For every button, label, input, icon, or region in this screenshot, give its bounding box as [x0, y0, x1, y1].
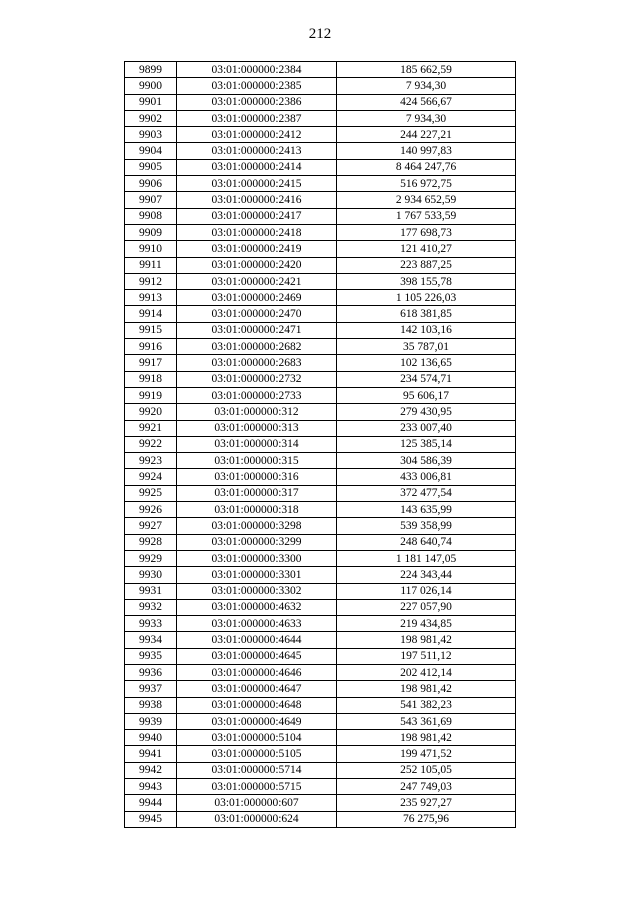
cadastral-value-cell: 117 026,14 [337, 583, 516, 599]
cadastral-number-cell: 03:01:000000:5105 [177, 746, 337, 762]
cadastral-number-cell: 03:01:000000:4648 [177, 697, 337, 713]
row-number-cell: 9940 [125, 730, 177, 746]
table-row [125, 697, 516, 713]
cadastral-value-cell: 35 787,01 [337, 339, 516, 355]
table-row [125, 290, 516, 306]
row-number-cell: 9911 [125, 257, 177, 273]
table-body [125, 62, 516, 828]
row-number-cell: 9917 [125, 355, 177, 371]
cadastral-number-cell: 03:01:000000:3301 [177, 567, 337, 583]
table-row [125, 795, 516, 811]
cadastral-value-cell: 102 136,65 [337, 355, 516, 371]
cadastral-value-cell: 618 381,85 [337, 306, 516, 322]
cadastral-value-cell: 227 057,90 [337, 599, 516, 615]
cadastral-value-cell: 539 358,99 [337, 518, 516, 534]
cadastral-number-cell: 03:01:000000:4646 [177, 664, 337, 680]
row-number-cell: 9912 [125, 273, 177, 289]
table-row [125, 664, 516, 680]
table-row [125, 143, 516, 159]
table-row [125, 713, 516, 729]
row-number-cell: 9933 [125, 616, 177, 632]
row-number-cell: 9920 [125, 404, 177, 420]
table-row [125, 257, 516, 273]
row-number-cell: 9916 [125, 339, 177, 355]
table-row [125, 469, 516, 485]
table-row [125, 322, 516, 338]
cadastral-number-cell: 03:01:000000:3300 [177, 550, 337, 566]
row-number-cell: 9923 [125, 453, 177, 469]
table-row [125, 730, 516, 746]
table-row [125, 681, 516, 697]
cadastral-value-cell: 140 997,83 [337, 143, 516, 159]
cadastral-value-cell: 8 464 247,76 [337, 159, 516, 175]
cadastral-value-cell: 247 749,03 [337, 779, 516, 795]
cadastral-number-cell: 03:01:000000:2386 [177, 94, 337, 110]
table-row [125, 485, 516, 501]
table-row [125, 387, 516, 403]
cadastral-number-cell: 03:01:000000:4649 [177, 713, 337, 729]
table-row [125, 502, 516, 518]
row-number-cell: 9941 [125, 746, 177, 762]
row-number-cell: 9918 [125, 371, 177, 387]
table-row [125, 110, 516, 126]
cadastral-number-cell: 03:01:000000:2415 [177, 176, 337, 192]
table-row [125, 762, 516, 778]
cadastral-number-cell: 03:01:000000:2420 [177, 257, 337, 273]
row-number-cell: 9922 [125, 436, 177, 452]
cadastral-number-cell: 03:01:000000:2683 [177, 355, 337, 371]
table-row [125, 583, 516, 599]
cadastral-value-cell: 202 412,14 [337, 664, 516, 680]
cadastral-value-cell: 197 511,12 [337, 648, 516, 664]
cadastral-value-cell: 279 430,95 [337, 404, 516, 420]
cadastral-value-cell: 76 275,96 [337, 811, 516, 827]
cadastral-value-cell: 198 981,42 [337, 681, 516, 697]
cadastral-value-cell: 1 105 226,03 [337, 290, 516, 306]
cadastral-number-cell: 03:01:000000:4647 [177, 681, 337, 697]
cadastral-value-table [124, 61, 516, 828]
cadastral-value-cell: 95 606,17 [337, 387, 516, 403]
row-number-cell: 9927 [125, 518, 177, 534]
cadastral-value-cell: 304 586,39 [337, 453, 516, 469]
table-row [125, 306, 516, 322]
table-row [125, 371, 516, 387]
row-number-cell: 9910 [125, 241, 177, 257]
row-number-cell: 9900 [125, 78, 177, 94]
table-row [125, 616, 516, 632]
cadastral-value-cell: 121 410,27 [337, 241, 516, 257]
cadastral-value-cell: 7 934,30 [337, 78, 516, 94]
table-row [125, 224, 516, 240]
cadastral-number-cell: 03:01:000000:313 [177, 420, 337, 436]
table-row [125, 176, 516, 192]
cadastral-value-cell: 185 662,59 [337, 62, 516, 78]
cadastral-value-cell: 177 698,73 [337, 224, 516, 240]
row-number-cell: 9913 [125, 290, 177, 306]
row-number-cell: 9935 [125, 648, 177, 664]
row-number-cell: 9905 [125, 159, 177, 175]
cadastral-number-cell: 03:01:000000:5104 [177, 730, 337, 746]
row-number-cell: 9936 [125, 664, 177, 680]
row-number-cell: 9919 [125, 387, 177, 403]
cadastral-number-cell: 03:01:000000:4645 [177, 648, 337, 664]
cadastral-value-cell: 2 934 652,59 [337, 192, 516, 208]
table-row [125, 94, 516, 110]
table-row [125, 746, 516, 762]
row-number-cell: 9924 [125, 469, 177, 485]
row-number-cell: 9907 [125, 192, 177, 208]
table-row [125, 632, 516, 648]
table-row [125, 550, 516, 566]
row-number-cell: 9930 [125, 567, 177, 583]
cadastral-number-cell: 03:01:000000:2387 [177, 110, 337, 126]
cadastral-value-cell: 372 477,54 [337, 485, 516, 501]
row-number-cell: 9943 [125, 779, 177, 795]
cadastral-value-cell: 224 343,44 [337, 567, 516, 583]
cadastral-value-cell: 143 635,99 [337, 502, 516, 518]
cadastral-value-cell: 398 155,78 [337, 273, 516, 289]
cadastral-number-cell: 03:01:000000:3298 [177, 518, 337, 534]
cadastral-number-cell: 03:01:000000:317 [177, 485, 337, 501]
cadastral-value-cell: 541 382,23 [337, 697, 516, 713]
row-number-cell: 9942 [125, 762, 177, 778]
row-number-cell: 9929 [125, 550, 177, 566]
cadastral-number-cell: 03:01:000000:4633 [177, 616, 337, 632]
cadastral-number-cell: 03:01:000000:2682 [177, 339, 337, 355]
row-number-cell: 9901 [125, 94, 177, 110]
table-row [125, 339, 516, 355]
cadastral-number-cell: 03:01:000000:2384 [177, 62, 337, 78]
cadastral-number-cell: 03:01:000000:2470 [177, 306, 337, 322]
cadastral-value-cell: 516 972,75 [337, 176, 516, 192]
cadastral-value-cell: 543 361,69 [337, 713, 516, 729]
cadastral-value-cell: 424 566,67 [337, 94, 516, 110]
table-row [125, 127, 516, 143]
row-number-cell: 9931 [125, 583, 177, 599]
cadastral-value-cell: 198 981,42 [337, 730, 516, 746]
cadastral-number-cell: 03:01:000000:315 [177, 453, 337, 469]
cadastral-number-cell: 03:01:000000:2733 [177, 387, 337, 403]
row-number-cell: 9925 [125, 485, 177, 501]
cadastral-value-cell: 125 385,14 [337, 436, 516, 452]
table-row [125, 567, 516, 583]
table-row [125, 534, 516, 550]
page-number: 212 [308, 26, 332, 42]
cadastral-value-cell: 248 640,74 [337, 534, 516, 550]
cadastral-number-cell: 03:01:000000:318 [177, 502, 337, 518]
row-number-cell: 9945 [125, 811, 177, 827]
cadastral-number-cell: 03:01:000000:3299 [177, 534, 337, 550]
cadastral-value-cell: 7 934,30 [337, 110, 516, 126]
table-row [125, 62, 516, 78]
cadastral-number-cell: 03:01:000000:2421 [177, 273, 337, 289]
cadastral-number-cell: 03:01:000000:5715 [177, 779, 337, 795]
cadastral-number-cell: 03:01:000000:2732 [177, 371, 337, 387]
row-number-cell: 9914 [125, 306, 177, 322]
row-number-cell: 9909 [125, 224, 177, 240]
row-number-cell: 9937 [125, 681, 177, 697]
cadastral-number-cell: 03:01:000000:2418 [177, 224, 337, 240]
table-row [125, 648, 516, 664]
row-number-cell: 9938 [125, 697, 177, 713]
row-number-cell: 9932 [125, 599, 177, 615]
table-row [125, 420, 516, 436]
cadastral-number-cell: 03:01:000000:2417 [177, 208, 337, 224]
cadastral-number-cell: 03:01:000000:2416 [177, 192, 337, 208]
cadastral-number-cell: 03:01:000000:2414 [177, 159, 337, 175]
cadastral-value-cell: 233 007,40 [337, 420, 516, 436]
row-number-cell: 9939 [125, 713, 177, 729]
cadastral-value-cell: 223 887,25 [337, 257, 516, 273]
cadastral-value-cell: 1 767 533,59 [337, 208, 516, 224]
table-row [125, 453, 516, 469]
table-row [125, 599, 516, 615]
cadastral-value-cell: 1 181 147,05 [337, 550, 516, 566]
cadastral-number-cell: 03:01:000000:2412 [177, 127, 337, 143]
cadastral-number-cell: 03:01:000000:2385 [177, 78, 337, 94]
row-number-cell: 9899 [125, 62, 177, 78]
table-row [125, 811, 516, 827]
cadastral-number-cell: 03:01:000000:3302 [177, 583, 337, 599]
cadastral-value-cell: 252 105,05 [337, 762, 516, 778]
row-number-cell: 9921 [125, 420, 177, 436]
row-number-cell: 9904 [125, 143, 177, 159]
cadastral-number-cell: 03:01:000000:2419 [177, 241, 337, 257]
table-row [125, 208, 516, 224]
cadastral-value-cell: 235 927,27 [337, 795, 516, 811]
row-number-cell: 9928 [125, 534, 177, 550]
cadastral-number-cell: 03:01:000000:312 [177, 404, 337, 420]
row-number-cell: 9906 [125, 176, 177, 192]
cadastral-number-cell: 03:01:000000:5714 [177, 762, 337, 778]
cadastral-value-cell: 142 103,16 [337, 322, 516, 338]
table-row [125, 404, 516, 420]
row-number-cell: 9908 [125, 208, 177, 224]
row-number-cell: 9915 [125, 322, 177, 338]
row-number-cell: 9926 [125, 502, 177, 518]
cadastral-value-cell: 198 981,42 [337, 632, 516, 648]
table-row [125, 518, 516, 534]
cadastral-value-cell: 244 227,21 [337, 127, 516, 143]
cadastral-number-cell: 03:01:000000:607 [177, 795, 337, 811]
table-row [125, 159, 516, 175]
cadastral-number-cell: 03:01:000000:4632 [177, 599, 337, 615]
cadastral-number-cell: 03:01:000000:4644 [177, 632, 337, 648]
table-row [125, 192, 516, 208]
row-number-cell: 9903 [125, 127, 177, 143]
row-number-cell: 9944 [125, 795, 177, 811]
row-number-cell: 9934 [125, 632, 177, 648]
cadastral-value-cell: 433 006,81 [337, 469, 516, 485]
table-row [125, 355, 516, 371]
table-row [125, 78, 516, 94]
cadastral-value-cell: 234 574,71 [337, 371, 516, 387]
cadastral-number-cell: 03:01:000000:316 [177, 469, 337, 485]
table-row [125, 436, 516, 452]
cadastral-value-cell: 219 434,85 [337, 616, 516, 632]
cadastral-value-cell: 199 471,52 [337, 746, 516, 762]
table-row [125, 779, 516, 795]
table-row [125, 241, 516, 257]
cadastral-number-cell: 03:01:000000:624 [177, 811, 337, 827]
row-number-cell: 9902 [125, 110, 177, 126]
cadastral-number-cell: 03:01:000000:2469 [177, 290, 337, 306]
cadastral-number-cell: 03:01:000000:314 [177, 436, 337, 452]
cadastral-number-cell: 03:01:000000:2413 [177, 143, 337, 159]
table-row [125, 273, 516, 289]
cadastral-number-cell: 03:01:000000:2471 [177, 322, 337, 338]
